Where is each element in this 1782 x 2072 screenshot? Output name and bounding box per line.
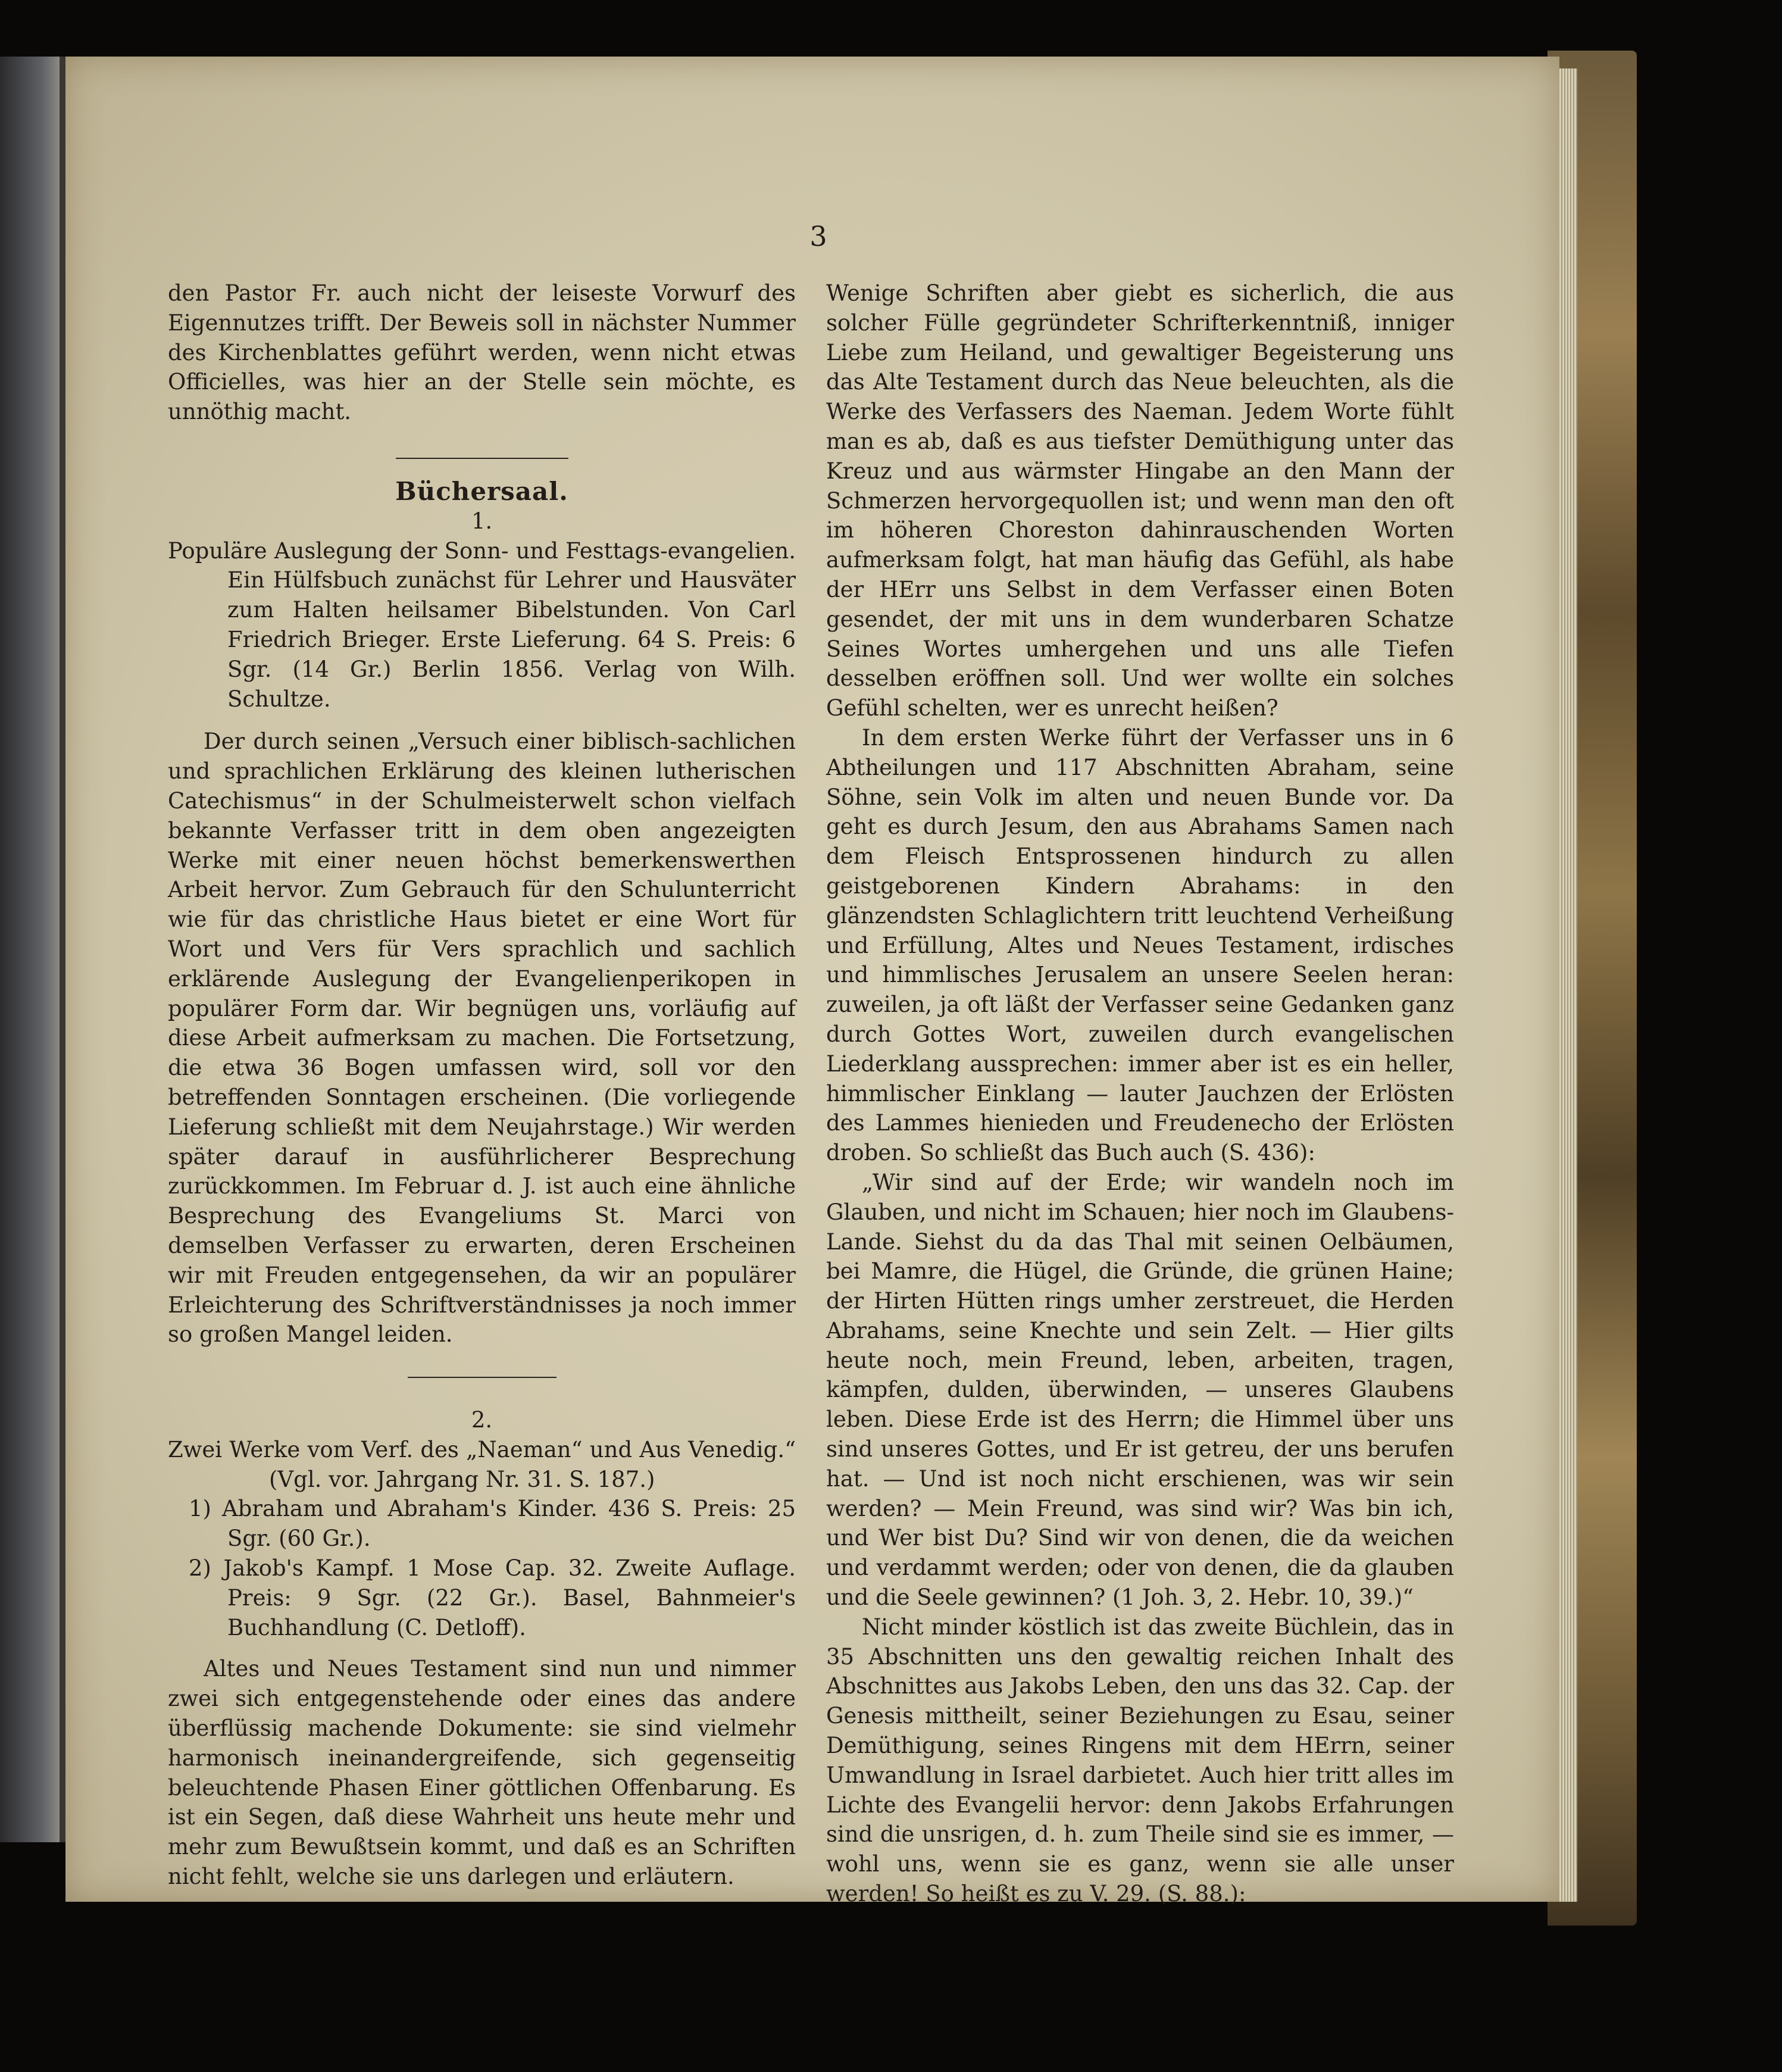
page-number: 3 <box>809 220 827 252</box>
facing-page-edge <box>0 57 60 1842</box>
section-divider <box>396 458 568 459</box>
review-text-2: Altes und Neues Testament sind nun und nimmer zwei sich entgegenstehende oder eines das andere überflüssig machende Dokumente: sie sind vielmehr harmonisch ineinandergreifende, sich gegenseitig beleuchtende Phasen Einer göttlichen Offenbarung. Es ist ein Segen, daß diese Wahrheit uns heute mehr und mehr zum Bewußtsein kommt, und daß es an Schriften nicht fehlt, welche sie uns darlegen und erläutern. <box>168 1656 796 1890</box>
review-paragraph-1: Wenige Schriften aber giebt es sicherlich, die aus solcher Fülle gegründeter Schrifterkenntniß, inniger Liebe zum Heiland, und gewaltiger Begeisterung uns das Alte Testament durch das Neue beleuchten, als die Werke des Verfassers des Naeman. Jedem Worte fühlt man es ab, daß es aus tiefster Demüthigung unter das Kreuz und aus wärmster Hingabe an den Mann der Schmerzen hervorgequollen ist; und wenn man den oft im höheren Choreston dahinrauschenden Worten aufmerksam folgt, hat man häufig das Gefühl, als habe der HErr uns Selbst in dem Verfasser einen Boten gesendet, der mit uns in dem wunderbaren Schatze Seines Wortes umhergehen und uns alle Tiefen desselben eröffnen soll. Und wer wollte ein solches Gefühl schelten, wer es unrecht heißen? <box>826 280 1454 721</box>
block-quote: „Wir sind auf der Erde; wir wandeln noch im Glauben, und nicht im Schauen; hier noch im Glaubens-Lande. Siehst du da das Thal mit seinen Oelbäumen, bei Mamre, die Hügel, die Gründe, die grünen Haine; der Hirten Hütten rings umher zerstreuet, die Herden Abrahams, seine Knechte und sein Zelt. — Hier gilts heute noch, mein Freund, leben, arbeiten, tragen, kämpfen, dulden, überwinden, — unseres Glaubens leben. Diese Erde ist des Herrn; die Himmel über uns sind unseres Gottes, und Er ist getreu, der uns berufen hat. — Und ist noch nicht erschienen, was wir sein werden? — Mein Freund, was sind wir? Was bin ich, und Wer bist Du? Sind wir von denen, die da weichen und verdammt werden; oder von denen, die da glauben und die Seele gewinnen? (1 Joh. 3, 2. Hebr. 10, 39.)“ <box>826 1169 1454 1611</box>
continuation-paragraph: den Pastor Fr. auch nicht der leiseste Vorwurf des Eigennutzes trifft. Der Beweis soll in nächster Nummer des Kirchenblattes geführt werden, wenn nicht etwas Officielles, was hier an der Stelle sein möchte, es unnöthig macht. <box>168 280 796 425</box>
review-paragraph-2: In dem ersten Werke führt der Verfasser uns in 6 Abtheilungen und 117 Abschnitten Abraham, seine Söhne, sein Volk im alten und neuen Bunde vor. Da geht es durch Jesum, den aus Abrahams Samen nach dem Fleisch Entsprossenen hindurch zu allen geistgeborenen Kindern Abrahams: in den glänzendsten Schlaglichtern tritt leuchtend Verheißung und Erfüllung, Altes und Neues Testament, irdisches und himmlisches Jerusalem an unsere Seelen heran: zuweilen, ja oft läßt der Verfasser seine Gedanken ganz durch Gottes Wort, zuweilen durch evangelischen Liederklang aussprechen: immer aber ist es ein heller, himmlischer Einklang — lauter Jauchzen der Erlösten des Lammes hienieden und Freudenecho der Erlösten droben. So schließt das Buch auch (S. 436): <box>826 724 1454 1166</box>
review-paragraph-3: Nicht minder köstlich ist das zweite Büchlein, das in 35 Abschnitten uns den gewaltig reichen Inhalt des Abschnittes aus Jakobs Leben, den uns das 32. Cap. der Genesis mittheilt, seiner Beziehungen zu Esau, seiner Demüthigung, seines Ringens mit dem HErrn, seiner Umwandlung in Israel darbietet. Auch hier tritt alles im Lichte des Evangelii hervor: denn Jakobs Erfahrungen sind die unsrigen, d. h. zum Theile sind sie es immer, — wohl uns, wenn sie es ganz, wenn sie alle unser werden! So heißt es zu V. 29. (S. 88.): <box>826 1614 1454 1907</box>
book-entry-2-item-2: 2) Jakob's Kampf. 1 Mose Cap. 32. Zweite Auflage. Preis: 9 Sgr. (22 Gr.). Basel, Bahnmeier's Buchhandlung (C. Detloff). <box>189 1555 796 1640</box>
review-text-1: Der durch seinen „Versuch einer biblisch-sachlichen und sprachlichen Erklärung des kleinen lutherischen Catechismus“ in der Schulmeisterwelt schon vielfach bekannte Verfasser tritt in dem oben angezeigten Werke mit einer neuen höchst bemerkenswerthen Arbeit hervor. Zum Gebrauch für den Schulunterricht wie für das christliche Haus bietet er eine Wort für Wort und Vers für Vers sprachlich und sachlich erklärende Auslegung der Evangelienperikopen in populärer Form dar. Wir begnügen uns, vorläufig auf diese Arbeit aufmerksam zu machen. Die Fortsetzung, die etwa 36 Bogen umfassen wird, soll vor den betreffenden Sonntagen erscheinen. (Die vorliegende Lieferung schließt mit dem Neujahrstage.) Wir werden später darauf in ausführlicherer Besprechung zurückkommen. Im Februar d. J. ist auch eine ähnliche Besprechung des Evangeliums St. Marci von demselben Verfasser zu erwarten, deren Erscheinen wir mit Freuden entgegensehen, da wir an populärer Erleichterung des Schriftverständnisses ja noch immer so großen Mangel leiden. <box>168 729 796 1348</box>
section-title: Büchersaal. <box>395 476 568 506</box>
book-entry-1: Populäre Auslegung der Sonn- und Festtags-evangelien. Ein Hülfsbuch zunächst für Lehrer und Hausväter zum Halten heilsamer Bibelstunden. Von Carl Friedrich Brieger. Erste Lieferung. 64 S. Preis: 6 Sgr. (14 Gr.) Berlin 1856. Verlag von Wilh. Schultze. <box>168 537 796 712</box>
left-column <box>168 279 796 1892</box>
review-number-2: 2. <box>471 1407 493 1433</box>
book-entry-2-title: Zwei Werke vom Verf. des „Naeman“ und Aus Venedig.“ (Vgl. vor. Jahrgang Nr. 31. S. 187.) <box>168 1436 796 1492</box>
review-number-1: 1. <box>471 508 493 534</box>
item-divider <box>408 1377 557 1378</box>
book-entry-2-item-1: 1) Abraham und Abraham's Kinder. 436 S. Preis: 25 Sgr. (60 Gr.). <box>189 1496 796 1552</box>
binding-gutter <box>60 57 65 1842</box>
right-column <box>826 279 1454 1909</box>
